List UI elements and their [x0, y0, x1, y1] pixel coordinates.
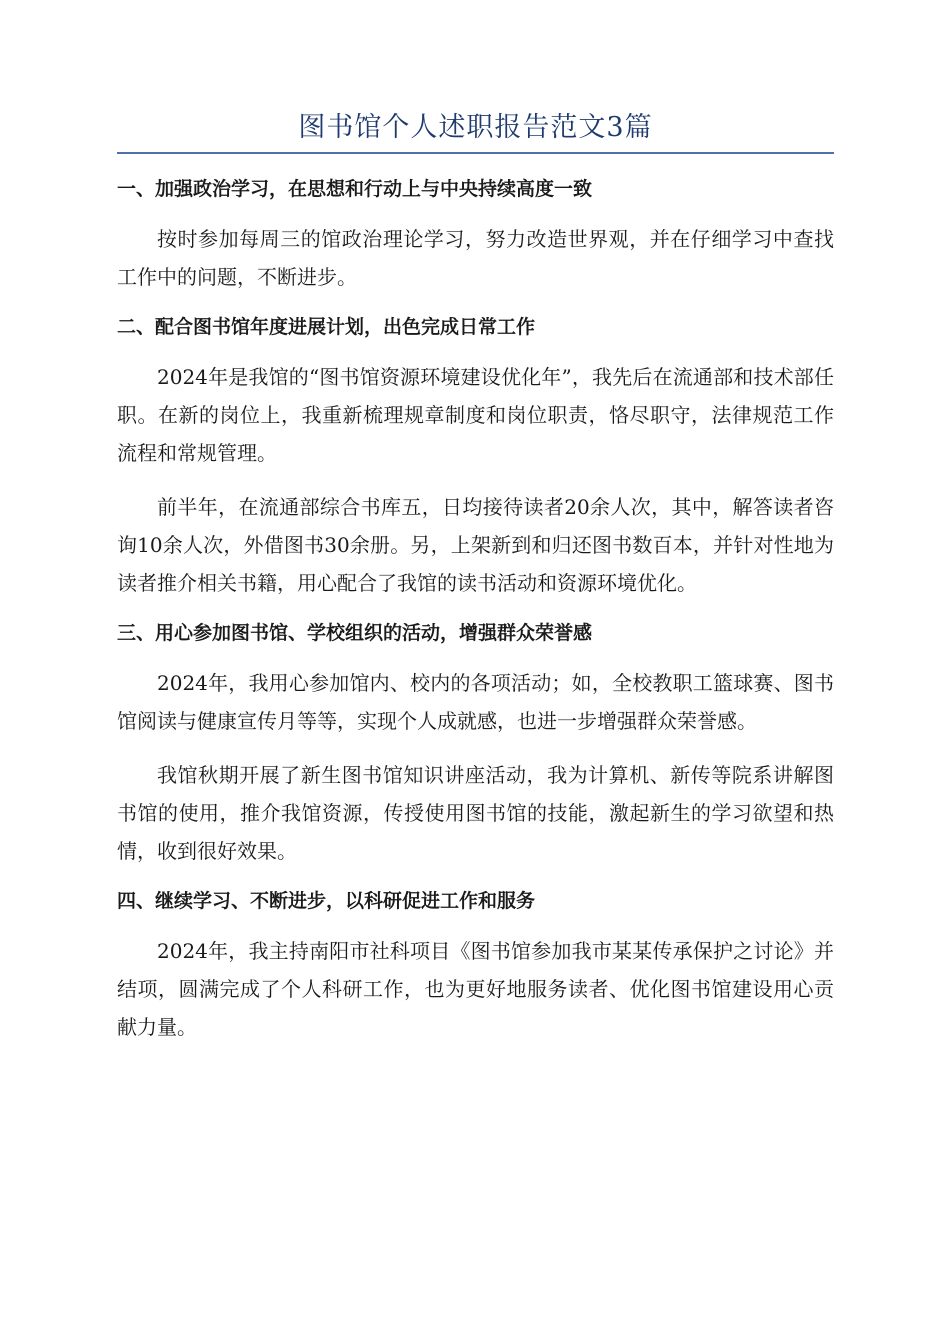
- document-content: [117, 108, 834, 1062]
- document-title: 图书馆个人述职报告范文3篇: [298, 112, 653, 143]
- section-paragraph: 2024年是我馆的“图书馆资源环境建设优化年”，我先后在流通部和技术部任职。在新的岗位上，我重新梳理规章制度和岗位职责，恪尽职守，法律规范工作流程和常规管理。: [117, 365, 834, 465]
- section-2: [117, 312, 834, 602]
- section-heading: 二、配合图书馆年度进展计划，出色完成日常工作: [117, 316, 536, 338]
- section-paragraph: 按时参加每周三的馆政治理论学习，努力改造世界观，并在仔细学习中查找工作中的问题，不断进步。: [117, 227, 834, 289]
- section-heading: 四、继续学习、不断进步，以科研促进工作和服务: [117, 890, 536, 912]
- section-heading: 三、用心参加图书馆、学校组织的活动，增强群众荣誉感: [117, 622, 593, 644]
- section-paragraph: 2024年，我用心参加馆内、校内的各项活动；如，全校教职工篮球赛、图书馆阅读与健康宣传月等等，实现个人成就感，也进一步增强群众荣誉感。: [117, 671, 834, 733]
- section-paragraph: 2024年，我主持南阳市社科项目《图书馆参加我市某某传承保护之讨论》并结项，圆满完成了个人科研工作，也为更好地服务读者、优化图书馆建设用心贡献力量。: [117, 939, 834, 1039]
- section-1: [117, 174, 834, 296]
- section-4: [117, 886, 834, 1046]
- title-underline: [117, 152, 834, 154]
- section-paragraph: 前半年，在流通部综合书库五，日均接待读者20余人次，其中，解答读者咨询10余人次，外借图书30余册。另，上架新到和归还图书数百本，并针对性地为读者推介相关书籍，用心配合了我馆的读书活动和资源环境优化。: [117, 495, 834, 595]
- section-paragraph: 我馆秋期开展了新生图书馆知识讲座活动，我为计算机、新传等院系讲解图书馆的使用，推介我馆资源，传授使用图书馆的技能，激起新生的学习欲望和热情，收到很好效果。: [117, 763, 834, 863]
- section-3: [117, 618, 834, 870]
- section-heading: 一、加强政治学习，在思想和行动上与中央持续高度一致: [117, 178, 593, 200]
